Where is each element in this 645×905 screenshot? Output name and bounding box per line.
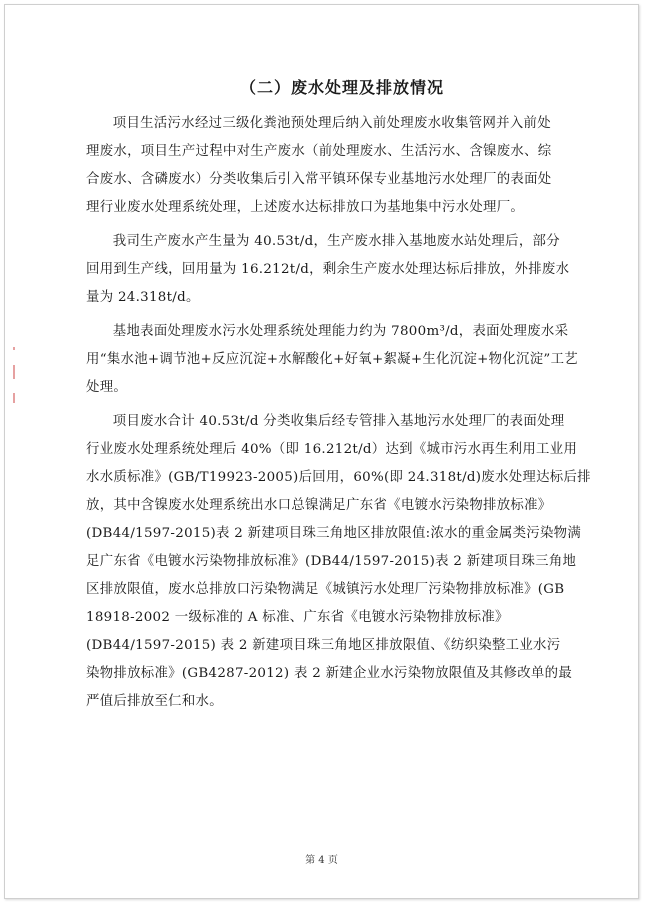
- paragraph-wastewater-volume: [86, 228, 598, 312]
- text-line: 基地表面处理废水污水处理系统处理能力约为 7800m³/d，表面处理废水采: [112, 324, 569, 339]
- text-line: 量为 24.318t/d。: [86, 290, 200, 305]
- text-line: 区排放限值，废水总排放口污染物满足《城镇污水处理厂污染物排放标准》(GB: [86, 582, 565, 597]
- text-line: 行业废水处理系统处理后 40%（即 16.212t/d）达到《城市污水再生利用工业用: [86, 442, 578, 457]
- text-line: 回用到生产线，回用量为 16.212t/d，剩余生产废水处理达标后排放，外排废水: [86, 262, 570, 277]
- text-line: 项目废水合计 40.53t/d 分类收集后经专管排入基地污水处理厂的表面处理: [112, 414, 565, 429]
- paragraph-treatment-capacity: [86, 318, 598, 402]
- text-line: 项目生活污水经过三级化粪池预处理后纳入前处理废水收集管网并入前处: [112, 116, 551, 131]
- text-line: 处理。: [86, 380, 128, 395]
- section-title: （二）废水处理及排放情况: [239, 78, 444, 97]
- text-line: 合废水、含磷废水）分类收集后引入常平镇环保专业基地污水处理厂的表面处: [86, 172, 552, 187]
- text-line: 足广东省《电镀水污染物排放标准》(DB44/1597-2015)表 2 新建项目珠三角地: [86, 554, 577, 569]
- text-line: 理行业废水处理系统处理，上述废水达标排放口为基地集中污水处理厂。: [86, 200, 525, 215]
- text-line: (DB44/1597-2015) 表 2 新建项目珠三角地区排放限值、《纺织染整工业水污: [86, 638, 561, 653]
- page-number: 第 4 页: [305, 855, 338, 866]
- paragraph-discharge-standards: [86, 408, 598, 716]
- binding-mark: [13, 347, 15, 350]
- text-line: 用“集水池+调节池+反应沉淀+水解酸化+好氧+絮凝+生化沉淀+物化沉淀”工艺: [86, 352, 578, 367]
- paragraph-domestic-sewage: [86, 110, 598, 222]
- document-body: [86, 75, 598, 722]
- text-line: 理废水，项目生产过程中对生产废水（前处理废水、生活污水、含镍废水、综: [86, 144, 552, 159]
- text-line: 我司生产废水产生量为 40.53t/d，生产废水排入基地废水站处理后，部分: [112, 234, 560, 249]
- text-line: 严值后排放至仁和水。: [86, 694, 223, 709]
- text-line: 染物排放标准》(GB4287-2012) 表 2 新建企业水污染物放限值及其修改单的最: [86, 666, 573, 681]
- binding-mark: [13, 393, 15, 403]
- text-line: (DB44/1597-2015)表 2 新建项目珠三角地区排放限值:浓水的重金属类污染物满: [86, 526, 582, 541]
- text-line: 18918-2002 一级标准的 A 标准、广东省《电镀水污染物排放标准》: [86, 610, 509, 625]
- text-line: 水水质标准》(GB/T19923-2005)后回用，60%(即 24.318t/d)废水处理达标后排: [86, 470, 591, 485]
- text-line: 放，其中含镍废水处理系统出水口总镍满足广东省《电镀水污染物排放标准》: [86, 498, 552, 513]
- binding-mark: [13, 365, 15, 379]
- document-page: [4, 4, 639, 899]
